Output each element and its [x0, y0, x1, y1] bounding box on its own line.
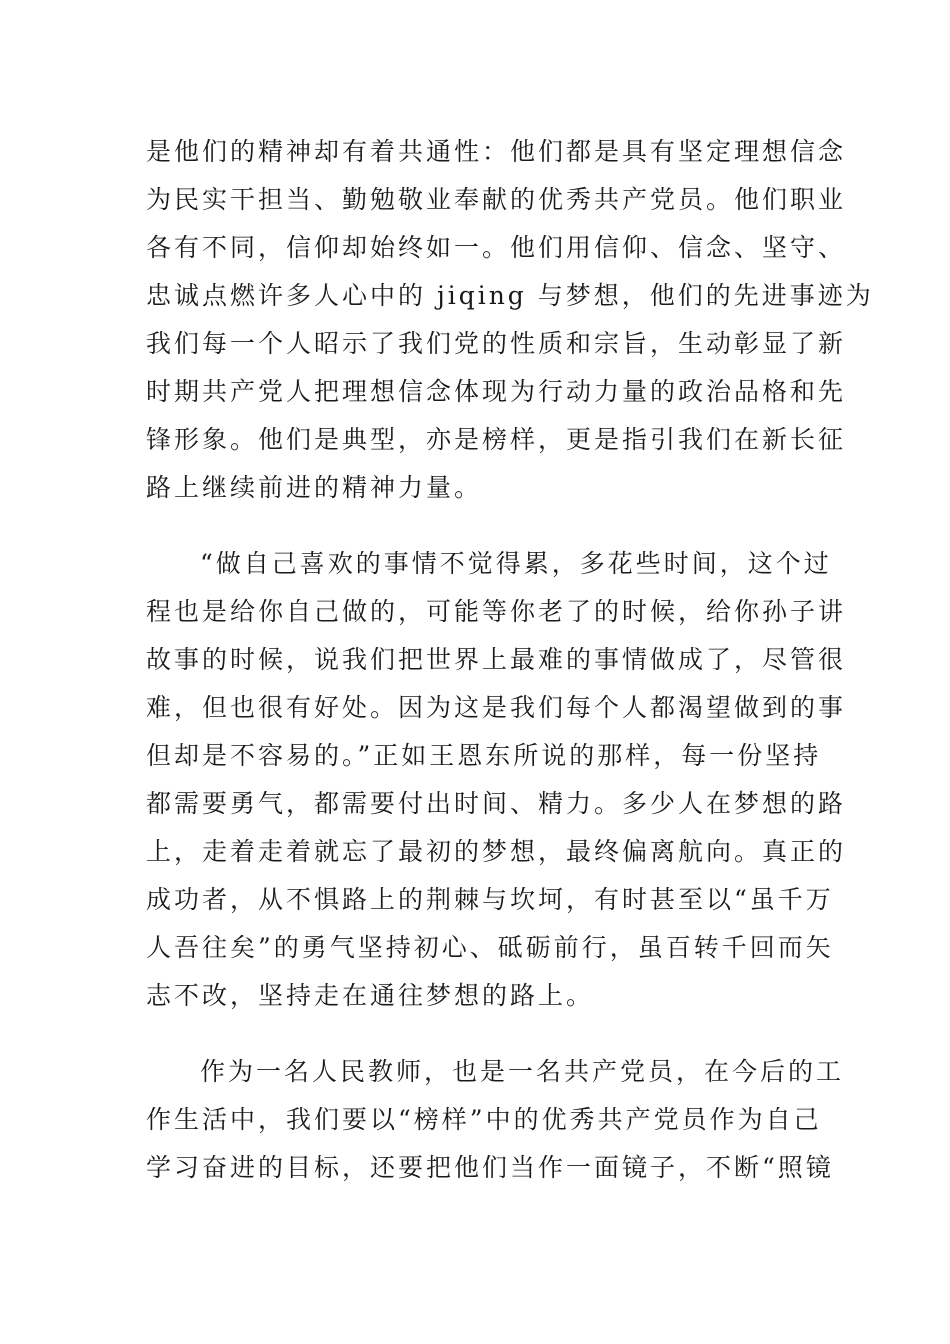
paragraph-line: 人吾往矣”的勇气坚持初心、砥砺前行，虽百转千回而矢: [146, 933, 834, 962]
paragraph-line: 各有不同，信仰却始终如一。他们用信仰、信念、坚守、: [146, 233, 847, 262]
paragraph-line: 故事的时候，说我们把世界上最难的事情做成了，尽管很: [146, 645, 847, 674]
paragraph-line: 成功者，从不惧路上的荆棘与坎坷，有时甚至以“虽千万: [146, 885, 834, 914]
paragraph-1: [146, 128, 874, 512]
paragraph-line: 为民实干担当、勤勉敬业奉献的优秀共产党员。他们职业: [146, 185, 847, 214]
paragraph-line: 作生活中，我们要以“榜样”中的优秀共产党员作为自己: [146, 1105, 822, 1134]
paragraph-line: 程也是给你自己做的，可能等你老了的时候，给你孙子讲: [146, 597, 847, 626]
paragraph-line: 我们每一个人昭示了我们党的性质和宗旨，生动彰显了新: [146, 329, 847, 358]
document-body: [146, 128, 874, 1192]
paragraph-line: 是他们的精神却有着共通性：他们都是具有坚定理想信念: [146, 137, 847, 166]
paragraph-line: 志不改，坚持走在通往梦想的路上。: [146, 981, 595, 1010]
paragraph-line: 路上继续前进的精神力量。: [146, 473, 483, 502]
paragraph-line: 都需要勇气，都需要付出时间、精力。多少人在梦想的路: [146, 789, 847, 818]
paragraph-line: 学习奋进的目标，还要把他们当作一面镜子，不断“照镜: [146, 1153, 834, 1182]
paragraph-3: [146, 1048, 845, 1192]
paragraph-line: 难，但也很有好处。因为这是我们每个人都渴望做到的事: [146, 693, 847, 722]
paragraph-gap: [146, 1020, 806, 1048]
paragraph-line: 但却是不容易的。”正如王恩东所说的那样，每一份坚持: [146, 741, 822, 770]
paragraph-line: 忠诚点燃许多人心中的 jiqing 与梦想，他们的先进事迹为: [146, 281, 874, 310]
paragraph-line: 上，走着走着就忘了最初的梦想，最终偏离航向。真正的: [146, 837, 847, 866]
paragraph-line: 锋形象。他们是典型，亦是榜样，更是指引我们在新长征: [146, 425, 847, 454]
paragraph-line: 作为一名人民教师，也是一名共产党员，在今后的工: [200, 1057, 845, 1086]
paragraph-gap: [146, 512, 806, 540]
paragraph-line: “做自己喜欢的事情不觉得累，多花些时间，这个过: [200, 549, 832, 578]
paragraph-2: [146, 540, 847, 1020]
paragraph-line: 时期共产党人把理想信念体现为行动力量的政治品格和先: [146, 377, 847, 406]
